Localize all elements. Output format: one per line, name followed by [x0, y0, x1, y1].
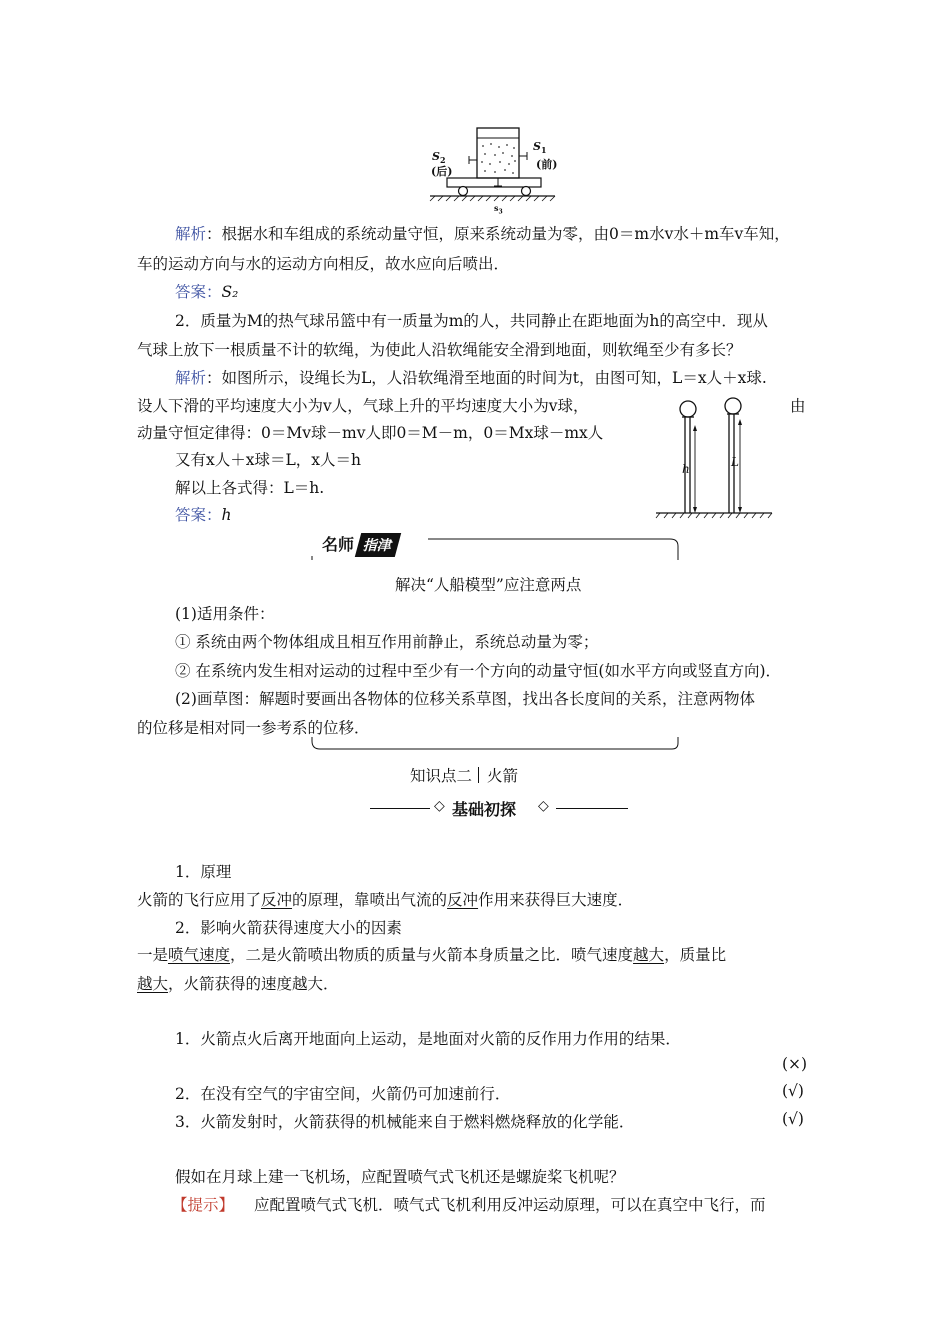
tip-title: 解决“人船模型”应注意两点: [395, 576, 582, 594]
basics-heading-1: 1．原理: [175, 863, 232, 881]
judgment-2: 2．在没有空气的宇宙空间，火箭仍可加速前行．: [175, 1085, 511, 1103]
thinking-question: 假如在月球上建一飞机场，应配置喷气式飞机还是螺旋桨飞机呢？: [175, 1168, 625, 1186]
question-2-line2: 气球上放下一根质量不计的软绳，为使此人沿软绳能安全滑到地面，则软绳至少有多长？: [137, 341, 742, 359]
tip-line-2: ① 系统由两个物体组成且相互作用前静止，系统总动量为零；: [175, 633, 599, 651]
basics-para-1: 火箭的飞行应用了反冲的原理，靠喷出气流的反冲作用来获得巨大速度．: [137, 891, 634, 909]
tip-line-5: 的位移是相对同一参考系的位移．: [137, 719, 370, 737]
section-subhead: 基础初探: [452, 800, 517, 819]
knowledge-point-heading: 知识点二 火箭: [410, 767, 519, 785]
label-s1: $S_1$: [533, 140, 547, 156]
heading-rule-left: [370, 808, 430, 809]
label-back: (后): [431, 165, 453, 178]
tip-line-3: ② 在系统内发生相对运动的过程中至少有一个方向的动量守恒(如水平方向或竖直方向)．: [175, 662, 782, 680]
label-s3: $s_3$: [494, 203, 503, 216]
analysis-1-line1: 解析：根据水和车组成的系统动量守恒，原来系统动量为零，由0＝m水v水＋m车v车知，: [175, 225, 790, 243]
tip-line-1: (1)适用条件：: [175, 605, 275, 623]
basics-para-2: 一是喷气速度，二是火箭喷出物质的质量与火箭本身质量之比．喷气速度越大，质量比: [137, 946, 727, 964]
judgment-2-mark: (√): [782, 1082, 804, 1100]
analysis-2-line3: 动量守恒定律得：0＝Mv球－mv人即0＝M－m，0＝Mx球－mx人: [137, 424, 604, 442]
judgment-3-mark: (√): [782, 1110, 804, 1128]
tip-line-4: (2)画草图：解题时要画出各物体的位移关系草图，找出各长度间的关系，注意两物体: [175, 690, 755, 708]
analysis-1-line2: 车的运动方向与水的运动方向相反，故水应向后喷出．: [137, 255, 510, 273]
question-2-line1: 2．质量为M的热气球吊篮中有一质量为m的人，共同静止在距地面为h的高空中．现从: [175, 312, 768, 330]
diamond-left-icon: ◇: [434, 798, 445, 814]
basics-para-3: 越大，火箭获得的速度越大．: [137, 975, 339, 993]
label-L: L: [731, 455, 739, 469]
heading-rule-right: [556, 808, 628, 809]
analysis-2-line5: 解以上各式得：L＝h.: [175, 479, 325, 497]
diamond-right-icon: ◇: [538, 798, 549, 814]
analysis-2-line4: 又有x人＋x球＝L，x人＝h: [175, 451, 362, 469]
tip-box-bottom: [310, 735, 682, 753]
analysis-2-line2: 设人下滑的平均速度大小为v人，气球上升的平均速度大小为v球，: [137, 397, 589, 415]
analysis-2-line2-tail: 由: [790, 397, 806, 415]
analysis-2-line1: 解析：如图所示，设绳长为L，人沿软绳滑至地面的时间为t，由图可知，L＝x人＋x球.: [175, 369, 767, 387]
hint-label: 【提示】: [172, 1196, 235, 1214]
balloon-rope-figure: [652, 397, 774, 522]
analysis-label: 解析: [175, 225, 207, 243]
judgment-3: 3．火箭发射时，火箭获得的机械能来自于燃料燃烧释放的化学能．: [175, 1113, 635, 1131]
hint-line: 【提示】 应配置喷气式飞机．喷气式飞机利用反冲运动原理，可以在真空中飞行，而: [172, 1196, 766, 1214]
label-s2: $S_2$: [432, 150, 446, 166]
label-front: (前): [536, 158, 558, 171]
judgment-1-mark: (×): [782, 1055, 808, 1073]
tip-badge: 名师 指津: [318, 530, 398, 554]
judgment-1: 1．火箭点火后离开地面向上运动，是地面对火箭的反作用力作用的结果．: [175, 1030, 681, 1048]
answer-1: 答案：S₂: [175, 283, 239, 301]
answer-2: 答案：h: [175, 506, 232, 524]
label-h: h: [682, 462, 690, 476]
basics-heading-2: 2．影响火箭获得速度大小的因素: [175, 919, 402, 937]
